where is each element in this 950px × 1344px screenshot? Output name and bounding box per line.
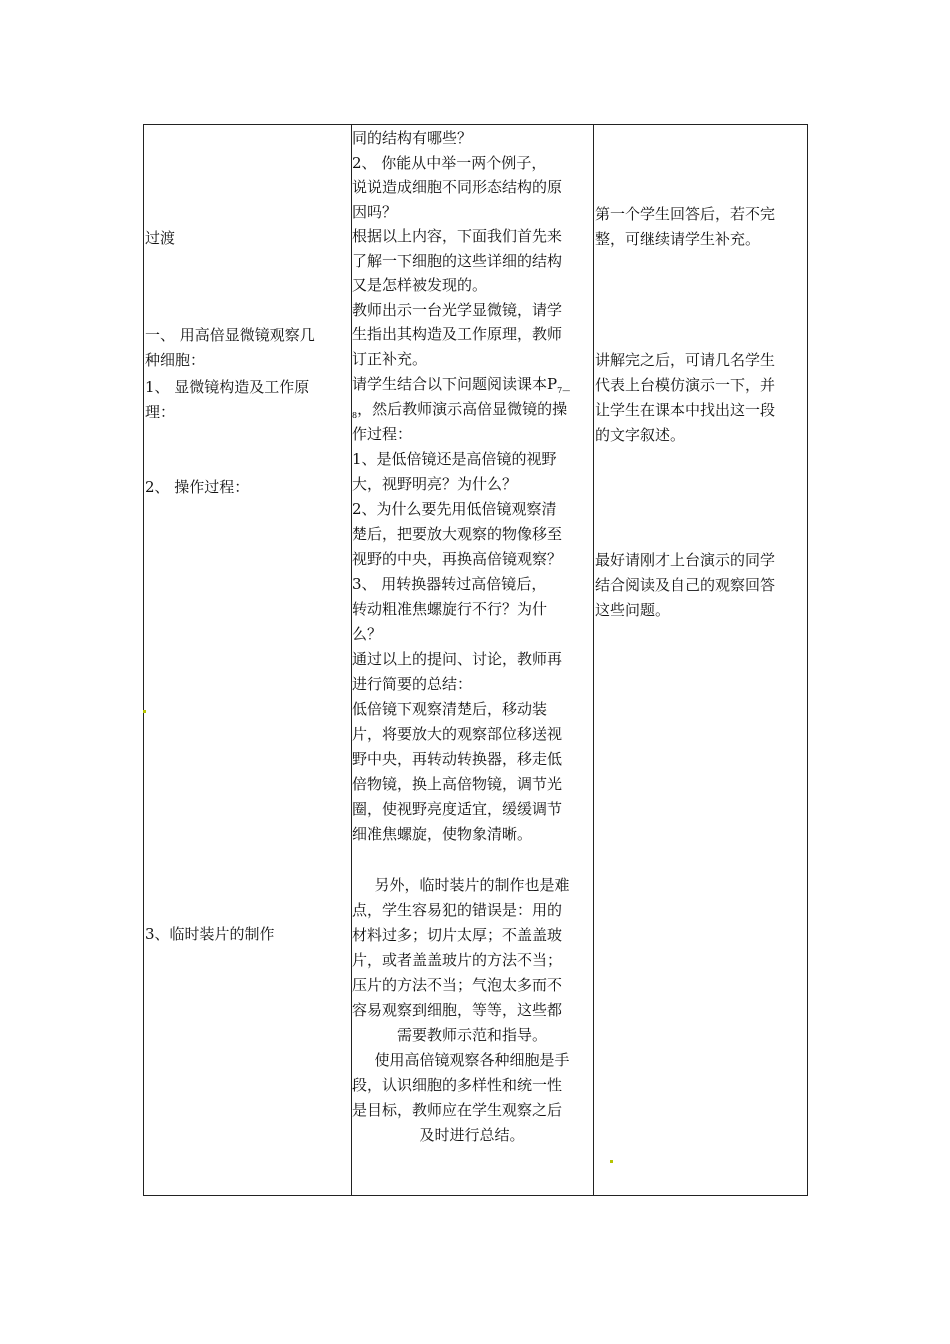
c2-line-4: 因吗？: [352, 203, 398, 221]
c3-note-2-line-1: 讲解完之后，可请几名学生: [595, 351, 776, 369]
c2-line-6: 了解一下细胞的这些详细的结构: [352, 252, 563, 270]
c2-line-14: 1、是低倍镜还是高倍镜的视野: [352, 450, 557, 468]
c2-line-35: 容易观察到细胞，等等，这些都: [352, 1001, 563, 1019]
column-divider-2: [593, 125, 594, 1195]
item-1-line1: 1、 显微镜构造及工作原: [145, 378, 310, 396]
c3-note-1-line-2: 整，可继续请学生补充。: [595, 230, 761, 248]
c2-line-40: 及时进行总结。: [419, 1126, 525, 1144]
c3-note-2-line-2: 代表上台模仿演示一下，并: [595, 376, 776, 394]
c2-line-8: 教师出示一台光学显微镜，请学: [352, 301, 563, 319]
c2-line-9: 生指出其构造及工作原理，教师: [352, 325, 563, 343]
c2-line-15: 大，视野明亮？为什么？: [352, 475, 518, 493]
c2-line-24: 低倍镜下观察清楚后，移动装: [352, 700, 548, 718]
transition-label: 过渡: [145, 229, 176, 247]
c2-line-7: 又是怎样被发现的。: [352, 276, 488, 294]
c3-note-3-line-3: 这些问题。: [595, 601, 671, 619]
c3-note-3-line-1: 最好请刚才上台演示的同学: [595, 551, 776, 569]
c2-line-16: 2、为什么要先用低倍镜观察清: [352, 500, 557, 518]
c2-line-33: 片，或者盖盖玻片的方法不当；: [352, 951, 563, 969]
c2-line-34: 压片的方法不当；气泡太多而不: [352, 976, 563, 994]
c2-line-23: 进行简要的总结：: [352, 675, 473, 693]
c3-note-2-line-4: 的文字叙述。: [595, 426, 686, 444]
item-3-heading: 3、临时装片的制作: [145, 925, 275, 943]
item-1-line2: 理：: [145, 403, 176, 421]
c2-line-38: 段，认识细胞的多样性和统一性: [352, 1076, 563, 1094]
c2-line-20: 转动粗准焦螺旋行不行？为什: [352, 600, 548, 618]
item-2-heading: 2、 操作过程：: [145, 478, 250, 496]
scan-speck: [610, 1160, 613, 1163]
c2-line-26: 野中央，再转动转换器，移走低: [352, 750, 563, 768]
c2-line-19: 3、 用转换器转过高倍镜后，: [352, 575, 547, 593]
c2-line-37: 使用高倍镜观察各种细胞是手: [374, 1051, 570, 1069]
c2-line-1: 同的结构有哪些？: [352, 129, 473, 147]
c2-line-30: 另外，临时装片的制作也是难: [374, 876, 570, 894]
c2-line-22: 通过以上的提问、讨论，教师再: [352, 650, 563, 668]
section-1-heading-line1: 一、 用高倍显微镜观察几: [145, 326, 315, 344]
c2-line-39: 是目标，教师应在学生观察之后: [352, 1101, 563, 1119]
c2-line-28: 圈，使视野亮度适宜，缓缓调节: [352, 800, 563, 818]
c2-line-13: 作过程：: [352, 425, 413, 443]
c2-line-18: 视野的中央，再换高倍镜观察？: [352, 550, 563, 568]
c2-read-line-2-text: ，然后教师演示高倍显微镜的操: [357, 400, 568, 418]
c2-line-3: 说说造成细胞不同形态结构的原: [352, 178, 563, 196]
c2-line-31: 点，学生容易犯的错误是：用的: [352, 901, 563, 919]
c2-line-27: 倍物镜，换上高倍物镜，调节光: [352, 775, 563, 793]
c2-line-5: 根据以上内容，下面我们首先来: [352, 227, 563, 245]
section-1-heading-line2: 种细胞：: [145, 351, 206, 369]
c3-note-1-line-1: 第一个学生回答后，若不完: [595, 205, 776, 223]
c2-line-32: 材料过多；切片太厚；不盖盖玻: [352, 926, 563, 944]
c3-note-3-line-2: 结合阅读及自己的观察回答: [595, 576, 776, 594]
c2-line-25: 片，将要放大的观察部位移送视: [352, 725, 563, 743]
c2-line-2: 2、 你能从中举一两个例子，: [352, 154, 547, 172]
page-ref-start: 7—: [557, 386, 571, 395]
c2-read-line-1-text: 请学生结合以下问题阅读课本P: [352, 375, 558, 393]
c2-line-17: 楚后，把要放大观察的物像移至: [352, 525, 563, 543]
scan-speck: [143, 710, 146, 713]
c2-line-36: 需要教师示范和指导。: [396, 1026, 547, 1044]
page-ref-end: 8: [352, 411, 358, 420]
c2-line-29: 细准焦螺旋，使物象清晰。: [352, 825, 533, 843]
c2-line-10: 订正补充。: [352, 350, 428, 368]
c3-note-2-line-3: 让学生在课本中找出这一段: [595, 401, 776, 419]
c2-line-21: 么？: [352, 625, 383, 643]
